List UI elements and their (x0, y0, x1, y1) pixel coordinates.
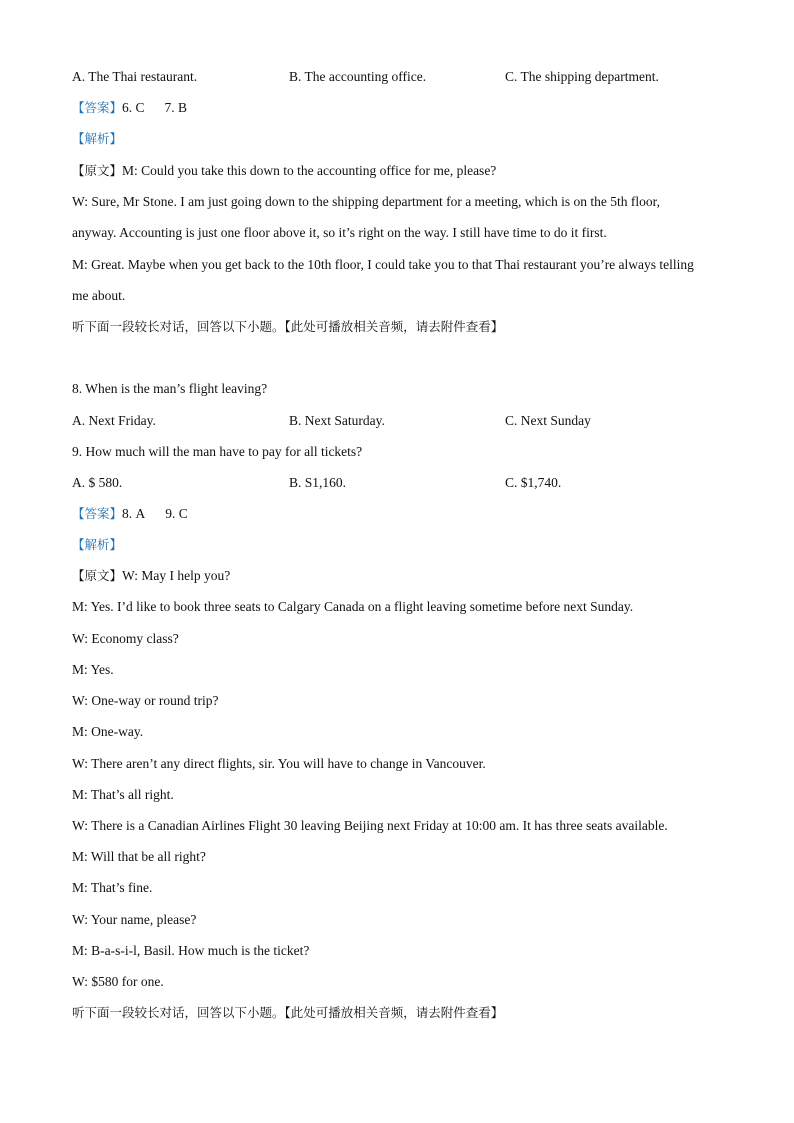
transcript-2-line: W: There aren’t any direct flights, sir. You will have to change in Vancouver. (72, 756, 486, 771)
listening-instruction-2: 听下面一段较长对话，回答以下小题。【此处可播放相关音频，请去附件查看】 (72, 1005, 504, 1020)
transcript-2-line: W: One-way or round trip? (72, 693, 219, 708)
answer-8: 8. A (122, 506, 146, 521)
q8-option-c: C. Next Sunday (505, 413, 591, 428)
transcript-2-line: M: Yes. I’d like to book three seats to Calgary Canada on a flight leaving sometime before next Sunday. (72, 599, 634, 614)
transcript-2-line: W: $580 for one. (72, 974, 164, 989)
q9-option-c: C. $1,740. (505, 475, 562, 490)
q9-stem: 9. How much will the man have to pay for all tickets? (72, 444, 363, 459)
answer-line-1 (72, 99, 187, 117)
q9-option-b: B. S1,160. (289, 475, 347, 490)
transcript-2-line: W: Economy class? (72, 631, 179, 646)
transcript-2-line: W: There is a Canadian Airlines Flight 30 leaving Beijing next Friday at 10:00 am. It has three seats available. (72, 818, 668, 833)
analysis-tag-2: 【解析】 (72, 537, 123, 552)
transcript-1-line-2: W: Sure, Mr Stone. I am just going down to the shipping department for a meeting, which is on the 5th floor, (72, 194, 660, 209)
listening-instruction-1: 听下面一段较长对话，回答以下小题。【此处可播放相关音频，请去附件查看】 (72, 319, 504, 334)
q7-option-a: A. The Thai restaurant. (72, 69, 198, 84)
transcript-2-line: M: That’s all right. (72, 787, 174, 802)
transcript-1-line-1: 【原文】M: Could you take this down to the accounting office for me, please? (72, 163, 497, 178)
transcript-1-line-5: me about. (72, 288, 126, 303)
q8-option-a: A. Next Friday. (72, 413, 156, 428)
answer-6: 6. C (122, 100, 145, 115)
analysis-tag-1: 【解析】 (72, 131, 123, 146)
answer-line-2 (72, 505, 188, 523)
transcript-1-line-3: anyway. Accounting is just one floor above it, so it’s right on the way. I still have time to do it first. (72, 225, 607, 240)
transcript-2-line: M: Yes. (72, 662, 114, 677)
transcript-2-line: M: That’s fine. (72, 880, 153, 895)
transcript-2-line-1: 【原文】W: May I help you? (72, 568, 231, 583)
q7-option-b: B. The accounting office. (289, 69, 427, 84)
answer-tag: 【答案】 (72, 506, 123, 521)
q8-stem: 8. When is the man’s flight leaving? (72, 381, 268, 396)
q9-option-a: A. $ 580. (72, 475, 123, 490)
transcript-2-line: M: One-way. (72, 724, 144, 739)
answer-tag: 【答案】 (72, 100, 123, 115)
answer-7: 7. B (164, 100, 188, 115)
transcript-tag: 【原文】 (72, 163, 123, 178)
q7-option-c: C. The shipping department. (505, 69, 659, 84)
q8-option-b: B. Next Saturday. (289, 413, 385, 428)
answer-9: 9. C (165, 506, 188, 521)
transcript-2-line: M: B-a-s-i-l, Basil. How much is the ticket? (72, 943, 310, 958)
transcript-2-line: W: Your name, please? (72, 912, 197, 927)
transcript-tag: 【原文】 (72, 568, 123, 583)
transcript-2-line: M: Will that be all right? (72, 849, 206, 864)
transcript-1-line-4: M: Great. Maybe when you get back to the 10th floor, I could take you to that Thai restaurant you’re always telling (72, 257, 694, 272)
